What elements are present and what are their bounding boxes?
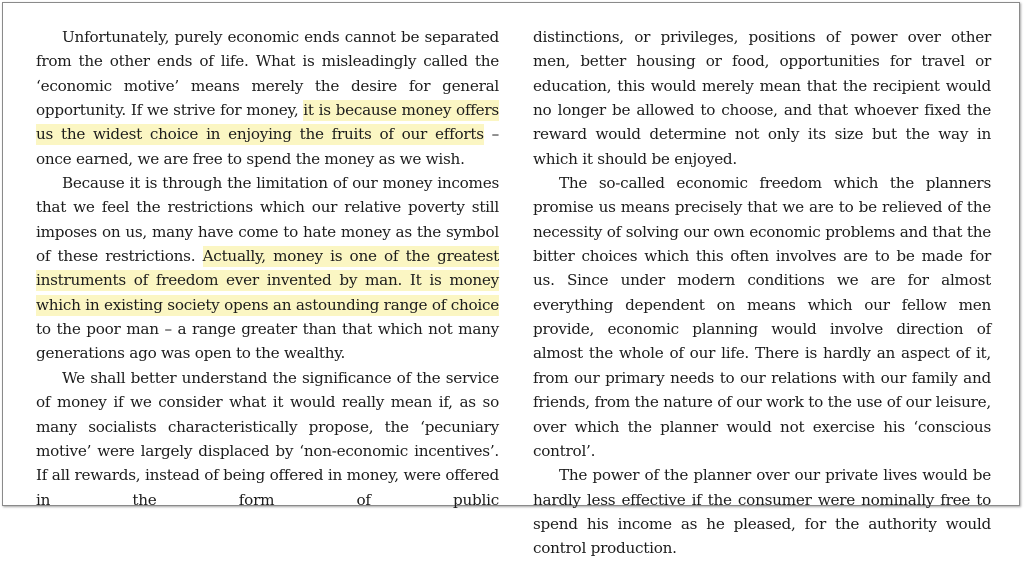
left-column [36,25,499,512]
paragraph-text: The so-called economic freedom which the planners promise us means precisely that we are to be relieved of the necessity of solving our own economic problems and that the bitter choices which this often involves are to be made for us. Since under modern conditions we are for almost everything dependent on means which our fellow men provide, economic planning would involve direction of almost the whole of our life. There is hardly an aspect of it, from our primary needs to our relations with our family and friends, from the nature of our work to the use of our leisure, over which the planner would not exercise his ‘conscious control’. [533,174,991,460]
paragraph [36,25,499,171]
right-column [533,25,991,561]
paragraph [533,171,991,463]
paragraph [533,463,991,560]
highlighted-text: Actually, money is one of the greatest instruments of freedom ever invented by man. It is money which in existing society opens an astounding range of choice [36,247,499,314]
highlighted-text: it is because money offers us the widest choice in enjoying the fruits of our efforts [36,101,499,144]
paragraph-text: Unfortunately, purely economic ends cannot be separated from the other ends of life. What is misleadingly called the ‘economic motive’ means merely the desire for general opportunity. If we strive for money, [36,28,499,120]
paragraph [36,171,499,366]
paragraph-text: to the poor man – a range greater than that which not many generations ago was open to the wealthy. [36,320,499,363]
paragraph-text: The power of the planner over our private lives would be hardly less effective if the consumer were nominally free to spend his income as he pleased, for the authority would control production. [533,466,991,558]
paragraph [533,25,991,171]
paragraph-text: distinctions, or privileges, positions of power over other men, better housing or food, opportunities for travel or education, this would merely mean that the recipient would no longer be allowed to choose, and that whoever fixed the reward would determine not only its size but the way in which it should be enjoyed. [533,28,991,168]
paragraph-text: – once earned, we are free to spend the money as we wish. [36,125,500,168]
paragraph-text: We shall better understand the significance of the service of money if we consider what it would really mean if, as so many socialists characteristically propose, the ‘pecuniary motive’ were largely displaced by ‘non-economic incentives’. If all rewards, instead of being offered in money, were offered in the form of public [36,368,499,509]
paragraph [36,366,499,512]
paragraph-text: Because it is through the limitation of our money incomes that we feel the restrictions which our relative poverty still imposes on us, many have come to hate money as the symbol of these restrictions. [36,174,499,266]
page-frame [2,2,1020,558]
